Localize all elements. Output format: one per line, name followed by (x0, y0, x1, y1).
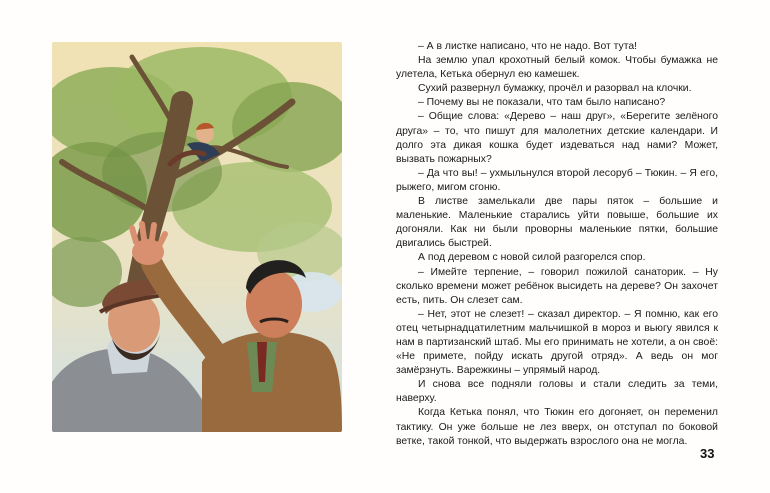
paragraph: А под деревом с новой силой разгорелся спор. (418, 252, 646, 264)
page-number: 33 (700, 446, 715, 461)
paragraph: На землю упал крохотный белый комок. Чтобы бумажка не улетела, Кетька обернул ею камешек. (396, 55, 718, 81)
tree-scene-illustration (52, 42, 342, 432)
paragraph: Когда Кетька понял, что Тюкин его догоняет, он переменил тактику. Он уже больше не лез вверх, он отступал по боковой ветке, такой тонкой, что выдержать взрослого она не могла. (396, 407, 718, 447)
paragraph: Сухий развернул бумажку, прочёл и разорвал на клочки. (418, 83, 692, 95)
paragraph: В листве замелькали две пары пяток – большие и маленькие. Маленькие старались уйти повыше, большие их догоняли. Как ни были проворны маленькие пятки, большие двигались быстрей. (396, 196, 718, 250)
paragraph: – Нет, этот не слезет! – сказал директор. – Я помню, как его отец четырнадцатилетним мальчишкой в мороз и вьюгу явился к нам в партизанский штаб. Мы его принимать не хотели, а он своё: «Не примете, пойду искать другой отряд». А ведь он мог замёрзнуть. Варежкины – упрямый народ. (396, 308, 718, 377)
story-text (396, 40, 718, 449)
paragraph: – А в листке написано, что не надо. Вот тута! (418, 41, 638, 52)
paragraph: – Да что вы! – ухмыльнулся второй лесоруб – Тюкин. – Я его, рыжего, мигом сгоню. (396, 167, 718, 193)
illustration (52, 42, 342, 432)
paragraph: – Общие слова: «Дерево – наш друг», «Берегите зелёного друга» – то, что пишут для малолетних детские календари. И долго эта дикая кошка будет издеваться над нами? Может, вызвать пожарных? (396, 111, 718, 165)
paragraph: – Имейте терпение, – говорил пожилой санаторик. – Ну сколько времени может ребёнок высидеть на дереве? Он захочет есть, пить. Он слезет сам. (396, 266, 718, 306)
paragraph: И снова все подняли головы и стали следить за теми, наверху. (396, 379, 718, 405)
paragraph: – Почему вы не показали, что там было написано? (418, 97, 666, 109)
